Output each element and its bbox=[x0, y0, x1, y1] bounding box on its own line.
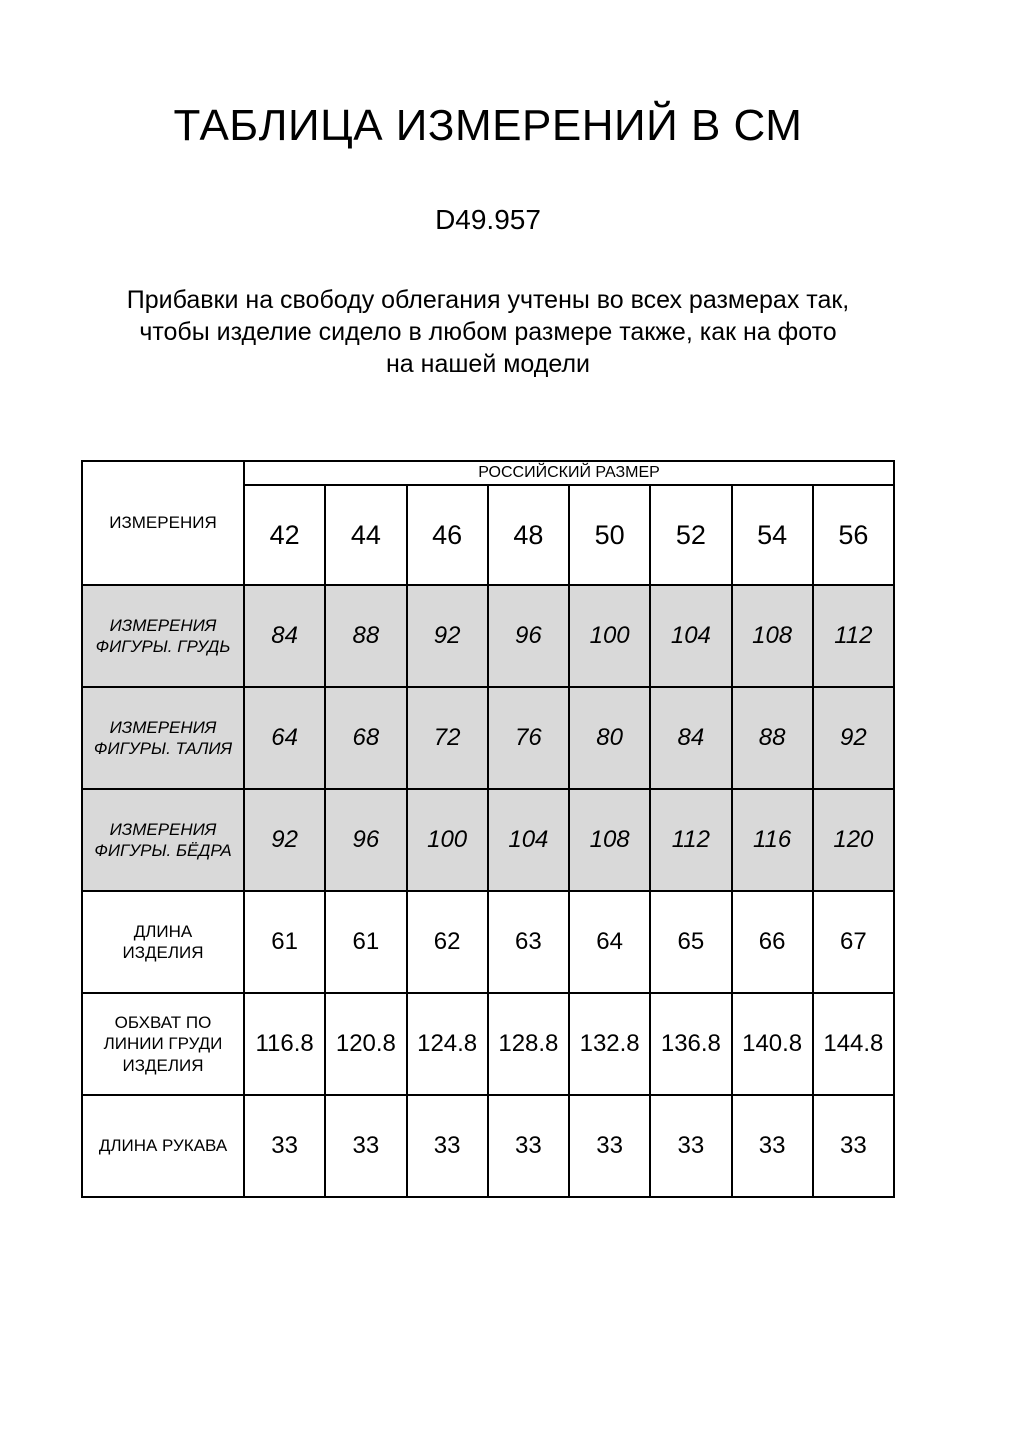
value-cell: 136.8 bbox=[650, 993, 731, 1095]
value-cell: 84 bbox=[650, 687, 731, 789]
value-cell: 96 bbox=[488, 585, 569, 687]
value-cell: 33 bbox=[407, 1095, 488, 1197]
value-cell: 67 bbox=[813, 891, 894, 993]
value-cell: 116 bbox=[732, 789, 813, 891]
size-header-cell: 46 bbox=[407, 485, 488, 585]
model-number: D49.957 bbox=[435, 204, 541, 235]
table-row bbox=[82, 1095, 894, 1197]
value-cell: 64 bbox=[569, 891, 650, 993]
value-cell: 124.8 bbox=[407, 993, 488, 1095]
value-cell: 33 bbox=[813, 1095, 894, 1197]
row-label: ДЛИНА ИЗДЕЛИЯ bbox=[82, 891, 244, 993]
size-header-cell: 50 bbox=[569, 485, 650, 585]
value-cell: 33 bbox=[650, 1095, 731, 1197]
size-header-cell: 48 bbox=[488, 485, 569, 585]
value-cell: 128.8 bbox=[488, 993, 569, 1095]
value-cell: 92 bbox=[407, 585, 488, 687]
table-row bbox=[82, 789, 894, 891]
table-header bbox=[82, 461, 894, 585]
value-cell: 108 bbox=[732, 585, 813, 687]
value-cell: 68 bbox=[325, 687, 406, 789]
table-row bbox=[82, 993, 894, 1095]
page bbox=[81, 0, 895, 1198]
value-cell: 132.8 bbox=[569, 993, 650, 1095]
value-cell: 61 bbox=[244, 891, 325, 993]
value-cell: 120 bbox=[813, 789, 894, 891]
value-cell: 33 bbox=[732, 1095, 813, 1197]
value-cell: 108 bbox=[569, 789, 650, 891]
row-label: ИЗМЕРЕНИЯ ФИГУРЫ. БЁДРА bbox=[82, 789, 244, 891]
value-cell: 64 bbox=[244, 687, 325, 789]
size-header-cell: 52 bbox=[650, 485, 731, 585]
table-row bbox=[82, 687, 894, 789]
page-title: ТАБЛИЦА ИЗМЕРЕНИЙ В СМ bbox=[173, 101, 803, 150]
size-table bbox=[81, 460, 895, 1198]
value-cell: 61 bbox=[325, 891, 406, 993]
size-header-cell: 44 bbox=[325, 485, 406, 585]
value-cell: 88 bbox=[732, 687, 813, 789]
value-cell: 144.8 bbox=[813, 993, 894, 1095]
value-cell: 116.8 bbox=[244, 993, 325, 1095]
row-label: ИЗМЕРЕНИЯ ФИГУРЫ. ГРУДЬ bbox=[82, 585, 244, 687]
group-header: РОССИЙСКИЙ РАЗМЕР bbox=[244, 461, 894, 485]
value-cell: 104 bbox=[488, 789, 569, 891]
value-cell: 120.8 bbox=[325, 993, 406, 1095]
row-label: ИЗМЕРЕНИЯ ФИГУРЫ. ТАЛИЯ bbox=[82, 687, 244, 789]
value-cell: 66 bbox=[732, 891, 813, 993]
size-header-cell: 56 bbox=[813, 485, 894, 585]
value-cell: 33 bbox=[488, 1095, 569, 1197]
value-cell: 63 bbox=[488, 891, 569, 993]
value-cell: 104 bbox=[650, 585, 731, 687]
value-cell: 92 bbox=[244, 789, 325, 891]
value-cell: 65 bbox=[650, 891, 731, 993]
value-cell: 72 bbox=[407, 687, 488, 789]
value-cell: 100 bbox=[407, 789, 488, 891]
table-row bbox=[82, 585, 894, 687]
value-cell: 112 bbox=[650, 789, 731, 891]
value-cell: 92 bbox=[813, 687, 894, 789]
value-cell: 62 bbox=[407, 891, 488, 993]
value-cell: 88 bbox=[325, 585, 406, 687]
value-cell: 33 bbox=[325, 1095, 406, 1197]
size-header-cell: 42 bbox=[244, 485, 325, 585]
table-body bbox=[82, 585, 894, 1197]
value-cell: 140.8 bbox=[732, 993, 813, 1095]
value-cell: 80 bbox=[569, 687, 650, 789]
value-cell: 96 bbox=[325, 789, 406, 891]
table-row bbox=[82, 891, 894, 993]
size-header-cell: 54 bbox=[732, 485, 813, 585]
fit-note: Прибавки на свободу облегания учтены во всех размерах так, чтобы изделие сидело в любом размере также, как на фото на нашей модели bbox=[126, 286, 850, 378]
value-cell: 76 bbox=[488, 687, 569, 789]
value-cell: 100 bbox=[569, 585, 650, 687]
value-cell: 112 bbox=[813, 585, 894, 687]
value-cell: 84 bbox=[244, 585, 325, 687]
row-label: ОБХВАТ ПО ЛИНИИ ГРУДИ ИЗДЕЛИЯ bbox=[82, 993, 244, 1095]
corner-header: ИЗМЕРЕНИЯ bbox=[82, 461, 244, 585]
row-label: ДЛИНА РУКАВА bbox=[82, 1095, 244, 1197]
value-cell: 33 bbox=[244, 1095, 325, 1197]
value-cell: 33 bbox=[569, 1095, 650, 1197]
